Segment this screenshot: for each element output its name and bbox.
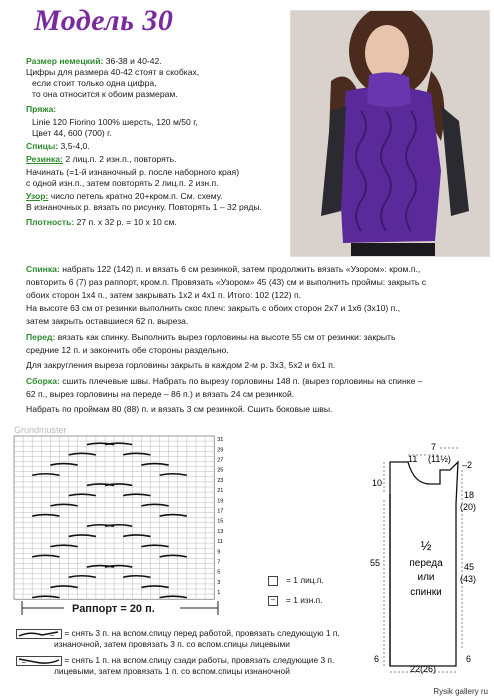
garment-schematic — [370, 440, 488, 680]
row-number: 31 — [217, 437, 224, 444]
legend-cable2-line: = снять 1 п. на вспом.спицу сзади работы, провязать следующие 3 п. — [64, 655, 335, 665]
dim-right-43: (43) — [460, 574, 477, 584]
legend-cable2 — [16, 655, 334, 676]
row-number: 1 — [217, 590, 221, 597]
yarn-line: Цвет 44, 600 (700) г. — [32, 128, 112, 138]
purl-symbol-icon: – — [268, 596, 278, 606]
row-numbers — [217, 437, 223, 596]
legend-knit-text: = 1 лиц.п. — [286, 575, 324, 585]
dim-left-6: 6 — [374, 654, 380, 664]
cable-right-icon — [16, 656, 62, 666]
row-number: 27 — [217, 457, 224, 464]
legend-cable1-line: = снять 3 п. на вспом.спицу перед работой, провязать следующую 1 п. — [64, 628, 340, 638]
back-line: повторить 6 (7) раз раппорт, кром.п. Провязать «Узором» 45 (43) см и выполнить проймы: закрыть с — [26, 277, 427, 287]
needles-label: Спицы: — [26, 141, 59, 151]
knit-symbol-icon — [268, 576, 278, 586]
front-label: Перед: — [26, 332, 56, 342]
stitch-grid — [14, 436, 214, 599]
model-photo-drawing — [291, 11, 489, 256]
dim-top-11-half: (11½) — [428, 454, 451, 464]
intro-block — [26, 56, 262, 228]
assembly-label: Сборка: — [26, 376, 60, 386]
rapport-arrow — [20, 598, 220, 618]
row-number: 21 — [217, 488, 224, 495]
legend-cable1 — [16, 628, 340, 649]
dim-left-55: 55 — [370, 558, 381, 568]
row-number: 29 — [217, 447, 224, 454]
row-number: 19 — [217, 498, 224, 505]
dim-top-7: 7 — [431, 442, 437, 452]
row-number: 13 — [217, 528, 224, 535]
chart-watermark: Grundmuster — [14, 425, 67, 435]
pattern-line: В изнаночных р. вязать по рисунку. Повторять 1 – 32 ряды. — [26, 202, 262, 212]
model-photo — [290, 10, 490, 257]
dim-right-45: 45 — [464, 562, 475, 572]
dim-bottom: 22(26) — [410, 664, 437, 674]
dim-right-20: (20) — [460, 502, 477, 512]
page-title: Модель 30 — [34, 4, 174, 37]
legend-purl — [268, 595, 323, 606]
rapport-label: Раппорт = 20 п. — [72, 603, 155, 615]
front-line: вязать как спинку. Выполнить вырез горловины на высоте 55 см от резинки: закрыть — [55, 332, 396, 342]
stitch-chart — [12, 434, 232, 602]
schematic-label-3: спинки — [410, 587, 442, 598]
pattern-label: Узор: — [26, 191, 49, 201]
density-label: Плотность: — [26, 217, 75, 227]
schematic-label-2: или — [417, 572, 435, 583]
row-number: 23 — [217, 477, 224, 484]
svg-text:–: – — [22, 658, 26, 666]
dim-left-10: 10 — [372, 478, 383, 488]
row-number: 7 — [217, 559, 221, 566]
pattern-text: число петель кратно 20+кром.п. См. схему. — [48, 191, 223, 201]
row-number: 3 — [217, 579, 221, 586]
svg-text:–: – — [50, 631, 54, 639]
row-number: 11 — [217, 539, 224, 546]
rib-label: Резинка: — [26, 154, 63, 164]
assembly-line: 62 п., вырез горловины на переде – 86 п.) и вязать 24 см резинкой. — [26, 389, 295, 399]
dim-right-6: 6 — [466, 654, 472, 664]
back-line: затем закрыть оставшиеся 62 п. выреза. — [26, 316, 189, 326]
row-number: 15 — [217, 518, 224, 525]
intro-line: если стоит только одна цифра, — [32, 78, 157, 88]
legend-cable2-line: лицевыми, затем провязать 1 п. со вспом.спицы изнаночной — [54, 665, 290, 676]
yarn-line: Linie 120 Fiorino 100% шерсть, 120 м/50 г, — [32, 117, 198, 127]
rib-line: Начинать (=1-й изнаночный р. после наборного края) — [26, 167, 240, 177]
front-line: средние 12 п. и закончить обе стороны раздельно. — [26, 345, 229, 355]
yarn-label: Пряжа: — [26, 104, 57, 114]
intro-line: Цифры для размера 40-42 стоят в скобках, — [26, 67, 200, 77]
rib-line: с одной изн.п., затем повторять 2 лиц.п. 2 изн.п. — [26, 178, 219, 188]
footer-credit: Rysik gallery ru — [433, 687, 488, 696]
front-line: Для закругления выреза горловины закрыть в каждом 2-м р. 3х3, 5х2 и 6х1 п. — [26, 360, 336, 370]
row-number: 5 — [217, 569, 221, 576]
legend-knit — [268, 575, 324, 586]
legend-cable1-line: изнаночной, затем провязать 3 п. со вспом.спицы лицевыми — [54, 638, 290, 649]
assembly-line: сшить плечевые швы. Набрать по вырезу горловины 148 п. (вырез горловины на спинке – — [59, 376, 423, 386]
intro-line: то она относится к обоим размерам. — [32, 89, 178, 99]
dim-top-11: 11 — [408, 454, 418, 464]
cable-left-icon — [16, 629, 62, 639]
back-label: Спинка: — [26, 264, 60, 274]
rib-text: 2 лиц.п. 2 изн.п., повторять. — [63, 154, 177, 164]
legend-purl-text: = 1 изн.п. — [286, 595, 323, 605]
back-line: набрать 122 (142) п. и вязать 6 см резинкой, затем продолжить вязать «Узором»: кром.п., — [59, 264, 421, 274]
dim-right-18: 18 — [464, 490, 475, 500]
size-label: Размер немецкий: — [26, 56, 104, 66]
schematic-half: ½ — [420, 538, 432, 553]
row-number: 17 — [217, 508, 224, 515]
density-text: 27 п. х 32 р. = 10 х 10 см. — [74, 217, 177, 227]
instructions-block — [26, 264, 426, 415]
row-number: 25 — [217, 467, 224, 474]
row-number: 9 — [217, 549, 221, 556]
assembly-line: Набрать по проймам 80 (88) п. и вязать 3 см резинкой. Сшить боковые швы. — [26, 404, 333, 414]
back-line: На высоте 63 см от резинки выполнить скос плеч: закрыть с обоих сторон 2х7 и 1х6 (3х10) п., — [26, 303, 401, 313]
back-line: обоих сторон 1х4 п., затем закрывать 1х2 и 4х1 п. Итого: 102 (122) п. — [26, 290, 301, 300]
dim-top-2: –2 — [462, 460, 473, 470]
schematic-label-1: переда — [409, 558, 443, 569]
size-text: 36-38 и 40-42. — [103, 56, 162, 66]
needles-text: 3,5-4,0. — [58, 141, 90, 151]
